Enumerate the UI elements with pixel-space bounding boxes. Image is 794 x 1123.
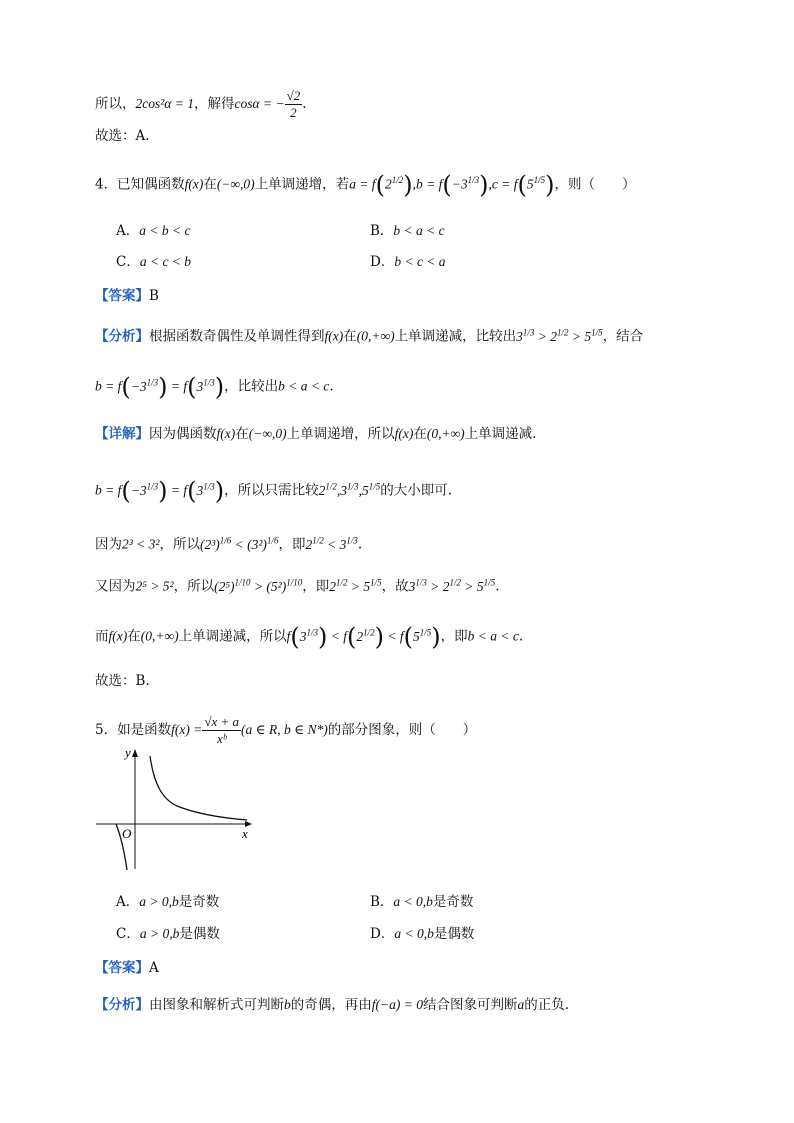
option-text: a < 0,b — [394, 926, 434, 941]
text: 结合图象可判断 — [422, 997, 518, 1013]
text: 上单调递减，所以 — [178, 628, 287, 645]
q5-option-a — [116, 892, 219, 912]
inequality: 2³ < 3² — [122, 536, 160, 552]
option-label: C． — [116, 926, 140, 942]
option-tail: 是奇数 — [178, 894, 220, 910]
q5-option-d — [370, 924, 474, 944]
result: b < a < c — [278, 378, 330, 394]
text: 的大小即可. — [380, 482, 452, 499]
fraction — [285, 88, 303, 121]
equation: a = f — [349, 176, 376, 192]
exponent: 1/5 — [533, 175, 546, 185]
text: ，所以 — [173, 578, 215, 595]
equation: cosα = − — [234, 96, 285, 111]
q4-stem: 4．已知偶函数f(x)在(−∞,0)上单调递增，若$a = f(2^{1/2}),b = f(-3^{1/3}),c = f(5^{1/5})$，则（ ） — [95, 171, 636, 199]
q4-choice: 故选：B. — [95, 673, 150, 689]
answer-value: A — [149, 960, 159, 976]
variable: b — [284, 997, 291, 1012]
detail-tag: 【详解】 — [95, 426, 149, 442]
q4-option-b — [370, 221, 445, 241]
text: 如是函数 — [117, 722, 172, 738]
inequality: 2⁵ > 5² — [135, 578, 174, 594]
function: f(x) — [324, 328, 344, 344]
option-tail: 是奇数 — [432, 894, 474, 910]
option-text: b < a < c — [393, 223, 445, 238]
exponent: 1/3 — [467, 175, 480, 185]
result: b < a < c — [467, 628, 519, 644]
text: 在 — [235, 426, 249, 442]
analysis-tag: 【分析】 — [95, 328, 149, 345]
option-tail: 是偶数 — [179, 926, 220, 942]
numerator: √2 — [286, 88, 301, 103]
option-label: C． — [116, 254, 140, 270]
q4-option-d — [370, 252, 446, 272]
text: 在 — [127, 628, 141, 645]
text: 在 — [343, 328, 357, 345]
option-label: D． — [370, 254, 395, 270]
question-number: 4． — [95, 176, 118, 193]
option-text: a < b < c — [139, 223, 191, 238]
option-label: D． — [370, 926, 395, 942]
q3-conclusion-line — [95, 88, 307, 121]
x-label: x — [242, 826, 248, 841]
function: f(x) — [184, 176, 204, 192]
equation: ,c = f — [488, 176, 518, 192]
text: 因为 — [95, 536, 122, 553]
q4-option-c — [116, 252, 191, 272]
text: 在 — [203, 176, 217, 193]
text: 的部分图象，则（ ） — [327, 722, 477, 738]
option-label: B． — [370, 894, 394, 910]
text: 在 — [413, 426, 427, 442]
text: ，解得 — [194, 96, 235, 112]
y-axis-arrow — [132, 749, 138, 757]
q5-stem — [95, 714, 476, 747]
q4-detail-line3: 因为2³ < 3²，所以$(2^3)^{1/6} < (3^2)^{1/6}$，即$2^{1/2} < 3^{1/3}$. — [95, 535, 363, 553]
variable: a — [517, 997, 525, 1012]
q5-analysis — [95, 995, 569, 1015]
text: 而 — [95, 628, 109, 645]
condition: (a ∈ R, b ∈ N*) — [241, 722, 328, 737]
function: f(x) = — [171, 722, 203, 737]
q4-analysis-line2: $b = f(-3^{1/3}) = f(3^{1/3})$，比较出b < a < c. — [95, 373, 334, 401]
text: ，故 — [381, 578, 409, 595]
interval: (0,+∞) — [140, 628, 179, 644]
option-text: a < c < b — [139, 254, 192, 269]
text: 上单调递减. — [464, 426, 537, 442]
text: 已知偶函数 — [117, 176, 185, 193]
interval: (0,+∞) — [356, 328, 395, 344]
question-number: 5． — [95, 722, 118, 738]
equation: 2cos²α = 1 — [135, 96, 194, 111]
q5-function-graph — [92, 744, 262, 874]
interval: (−∞,0) — [248, 426, 287, 441]
option-text: a > 0,b — [139, 894, 179, 909]
answer-tag: 【答案】 — [95, 288, 149, 304]
text: 的奇偶，再由 — [290, 997, 372, 1013]
fraction — [202, 714, 241, 747]
text: 所以， — [95, 96, 136, 112]
option-label: B． — [370, 223, 394, 239]
text: 上单调递增，若 — [254, 176, 350, 193]
curve-right-branch — [150, 756, 247, 820]
answer-value: B — [149, 288, 159, 304]
base: 2 — [384, 176, 392, 192]
q5-option-c — [116, 924, 220, 944]
interval: (0,+∞) — [426, 426, 465, 441]
denominator: xᵇ — [217, 731, 227, 746]
function: f(x) — [394, 426, 414, 441]
text: 由图象和解析式可判断 — [149, 997, 284, 1013]
y-label: y — [125, 745, 131, 760]
text: ，所以 — [159, 536, 200, 553]
denominator: 2 — [290, 105, 297, 120]
text: ，比较出 — [224, 378, 279, 395]
option-text: b < c < a — [394, 254, 446, 269]
option-tail: 是偶数 — [433, 926, 475, 942]
text: ，所以只需比较 — [224, 482, 319, 499]
text: ，则（ ） — [554, 176, 636, 193]
text: 根据函数奇偶性及单调性得到 — [149, 328, 325, 345]
q4-detail — [95, 424, 536, 444]
text: 又因为 — [95, 578, 136, 595]
option-text: a < 0,b — [393, 894, 433, 909]
base: 5 — [526, 176, 534, 192]
function: f(x) — [108, 628, 128, 644]
analysis-tag: 【分析】 — [95, 997, 149, 1013]
option-text: a > 0,b — [139, 926, 180, 941]
text: ，即 — [302, 578, 330, 595]
text: ，即 — [278, 536, 306, 553]
equation: f(−a) = 0 — [371, 997, 423, 1012]
interval: (−∞,0) — [216, 176, 255, 192]
numerator: √x + a — [204, 714, 239, 729]
q4-detail-line5: 而f(x)在(0,+∞)上单调递减，所以$f(3^{1/3}) < f(2^{1/2}) < f(5^{1/5})$，即b < a < c. — [95, 623, 524, 651]
equation: ,b = f — [412, 176, 443, 192]
text: . — [302, 96, 307, 112]
q4-option-a — [116, 221, 190, 241]
text: 上单调递减，比较出 — [394, 328, 517, 345]
answer-tag: 【答案】 — [95, 960, 149, 976]
exponent: 1/2 — [391, 175, 404, 185]
function: f(x) — [216, 426, 236, 441]
text: 上单调递增，所以 — [286, 426, 395, 442]
base: −3 — [451, 176, 468, 192]
text: ，即 — [440, 628, 468, 645]
q4-detail-line2: $b = f(-3^{1/3}) = f(3^{1/3})$，所以只需比较$2^{1/2},3^{1/3},5^{1/5}$的大小即可. — [95, 477, 452, 505]
q3-choice: 故选：A. — [95, 128, 150, 144]
q4-analysis: 【分析】根据函数奇偶性及单调性得到f(x)在(0,+∞)上单调递减，比较出$3^{1/3} > 2^{1/2} > 5^{1/5}$，结合 — [95, 327, 644, 345]
text: ，结合 — [602, 328, 644, 345]
q5-option-b — [370, 892, 473, 912]
option-label: A． — [116, 894, 140, 910]
text: 的正负. — [524, 997, 570, 1013]
text: 因为偶函数 — [149, 426, 217, 442]
origin-label: O — [122, 826, 132, 841]
q4-answer — [95, 286, 159, 306]
option-label: A． — [116, 223, 140, 239]
q4-detail-line4: 又因为2⁵ > 5²，所以$(2^5)^{1/10} > (5^2)^{1/10}$，即$2^{1/2} > 5^{1/5}$，故$3^{1/3} > 2^{1/2} > 5^{1/5}$. — [95, 577, 500, 595]
q5-answer — [95, 958, 159, 978]
